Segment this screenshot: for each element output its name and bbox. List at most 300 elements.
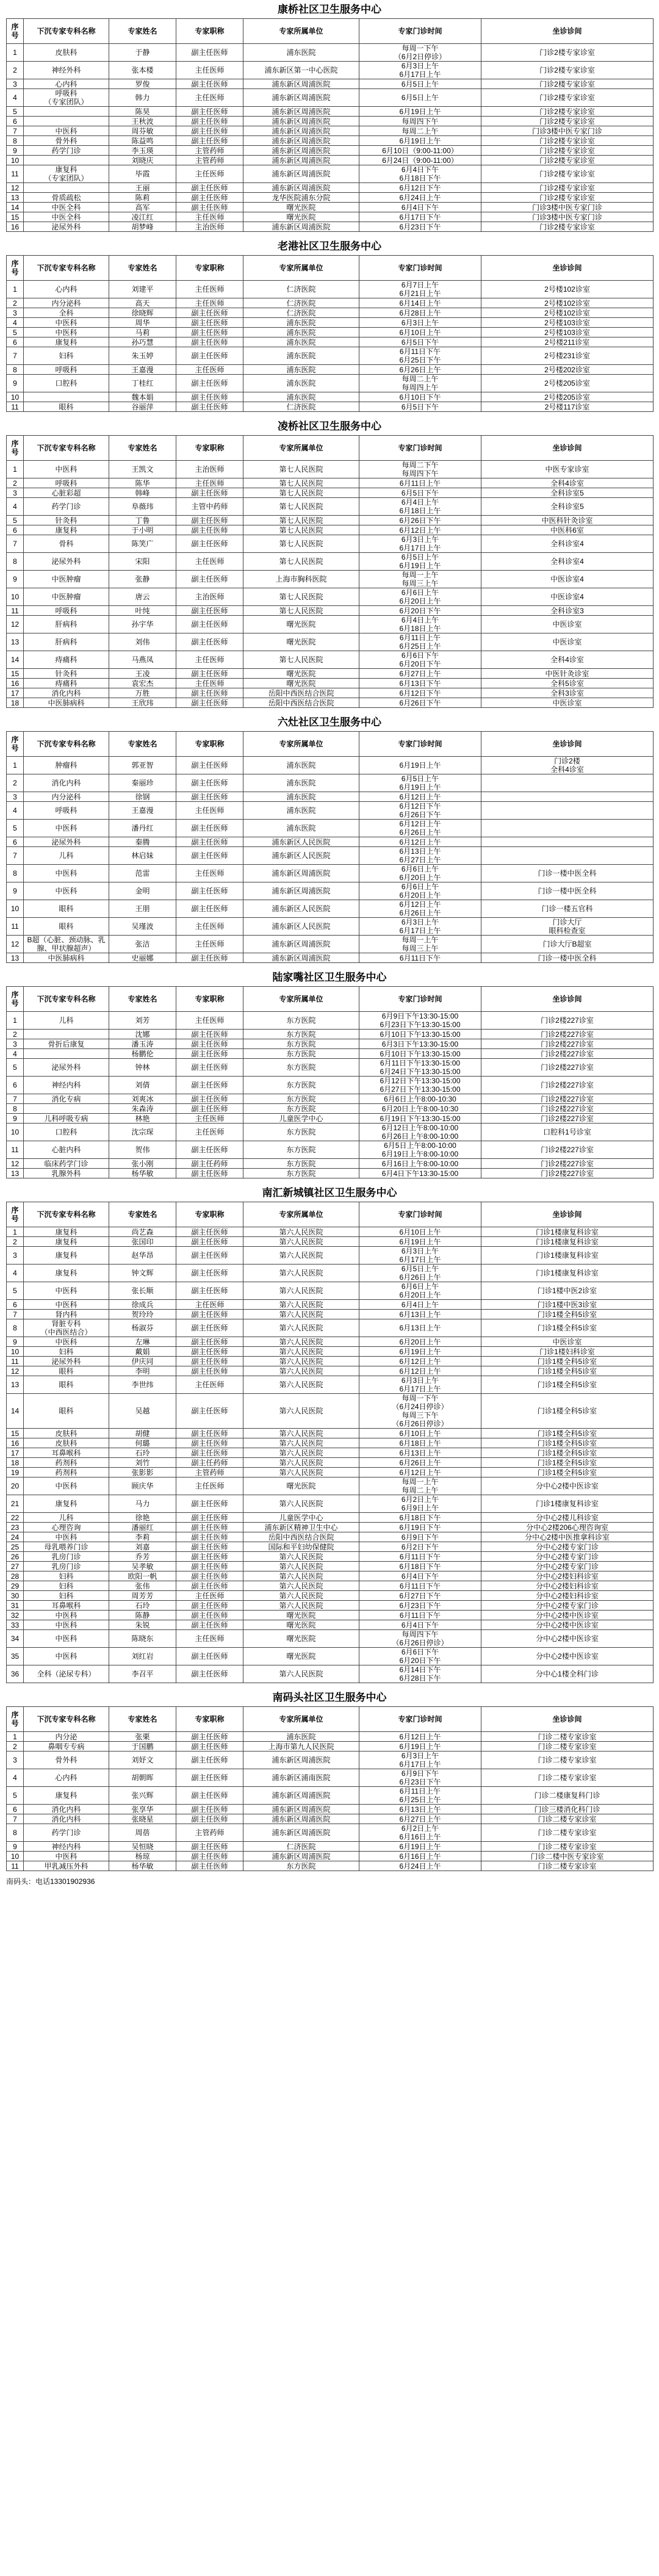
table-cell: 1 — [7, 1227, 24, 1237]
table-cell: 东方医院 — [243, 1030, 359, 1039]
table-cell: 赵华昂 — [109, 1247, 176, 1265]
table-cell: 中医肿瘤 — [24, 571, 109, 588]
table-cell: 陈笑广 — [109, 535, 176, 553]
table-cell: 门诊1楼中医3诊室 — [481, 1300, 654, 1310]
table-cell: 8 — [7, 553, 24, 571]
table-cell: 副主任医师 — [176, 1513, 243, 1523]
table-cell: 每周一下午 （6月24日停诊） 每周三下午 （6月26日停诊） — [359, 1394, 481, 1429]
table-cell: 13 — [7, 193, 24, 203]
table-cell: 叶纯 — [109, 606, 176, 616]
table-cell: 6月4日下午 — [359, 1620, 481, 1630]
table-cell: 2号楼102诊室 — [481, 308, 654, 318]
table-cell: 6月24日上午 — [359, 1861, 481, 1871]
table-cell: 第六人民医院 — [243, 1552, 359, 1562]
table-cell: 郭亚智 — [109, 757, 176, 774]
table-cell: 全科（泌尿专科） — [24, 1665, 109, 1683]
table-cell: 6月19日上午 — [359, 136, 481, 146]
table-cell: 副主任医师 — [176, 79, 243, 89]
table-cell: 眼科 — [24, 402, 109, 412]
table-cell: 康复科 — [24, 1227, 109, 1237]
table-cell: 6月13日上午 — [359, 1310, 481, 1319]
table-cell: 东方医院 — [243, 1094, 359, 1104]
table-cell: 康复科 — [24, 1247, 109, 1265]
table-cell: 主管药师 — [176, 1468, 243, 1477]
table-row — [7, 89, 654, 107]
table-cell: 6月6日上午8:00-10:30 — [359, 1094, 481, 1104]
table-cell: 门诊一楼中医全科 — [481, 953, 654, 963]
table-cell: 6月16日上午 — [359, 1852, 481, 1861]
table-cell: 8 — [7, 865, 24, 882]
table-row — [7, 1376, 654, 1394]
table-cell: 分中心2楼中医诊室 — [481, 1620, 654, 1630]
table-cell: 徐成兵 — [109, 1300, 176, 1310]
table-row — [7, 193, 654, 203]
schedule-document — [6, 0, 653, 1886]
table-cell: 中医肺病科 — [24, 953, 109, 963]
table-cell: 中医科 — [24, 318, 109, 328]
table-cell: 副主任医师 — [176, 1611, 243, 1620]
table-cell: 26 — [7, 1552, 24, 1562]
table-cell: 分中心2楼妇科诊室 — [481, 1581, 654, 1591]
table-row — [7, 1438, 654, 1448]
table-row — [7, 1247, 654, 1265]
table-row — [7, 1059, 654, 1077]
table-cell: 朱森涛 — [109, 1104, 176, 1114]
table-cell: 11 — [7, 1141, 24, 1159]
table-cell: 3 — [7, 488, 24, 498]
table-cell: 分中心2楼中医诊室 — [481, 1630, 654, 1648]
table-cell: 门诊3楼中医专家门诊 — [481, 203, 654, 212]
table-cell: 刘嘉 — [109, 1542, 176, 1552]
table-cell: 门诊1楼全科5诊室 — [481, 1394, 654, 1429]
table-cell: 主任医师 — [176, 1012, 243, 1030]
table-cell: 浦东新区周浦医院 — [243, 1752, 359, 1769]
table-cell: 口腔科 — [24, 375, 109, 392]
table-cell: 2号楼202诊室 — [481, 365, 654, 375]
table-cell: 康复科 — [24, 1495, 109, 1513]
table-cell: 副主任医师 — [176, 107, 243, 117]
table-cell: 浦东新区周浦医院 — [243, 1852, 359, 1861]
table-cell: 6月6日上午 6月20日上午 — [359, 865, 481, 882]
table-cell: 浦东新区周浦医院 — [243, 183, 359, 193]
table-cell: 6月11日下午 — [359, 1611, 481, 1620]
table-row — [7, 882, 654, 900]
table-cell: 6月18日上午 — [359, 1438, 481, 1448]
column-header: 下沉专家专科名称 — [24, 1707, 109, 1732]
table-cell: 副主任药师 — [176, 1159, 243, 1169]
table-cell: 王欣玮 — [109, 698, 176, 708]
table-cell: 浦东医院 — [243, 802, 359, 820]
table-cell: 第六人民医院 — [243, 1562, 359, 1571]
table-row — [7, 1552, 654, 1562]
table-cell: 中医科 — [24, 1282, 109, 1300]
table-cell: 上海市第九人民医院 — [243, 1742, 359, 1752]
table-cell: 心内科 — [24, 79, 109, 89]
table-cell: 副主任医师 — [176, 1732, 243, 1742]
table-row — [7, 212, 654, 222]
table-cell: 曙光医院 — [243, 212, 359, 222]
table-cell: 第六人民医院 — [243, 1347, 359, 1357]
table-cell: 妇科 — [24, 347, 109, 365]
table-cell: 中医专家诊室 — [481, 461, 654, 478]
table-cell: 门诊2楼专家诊室 — [481, 89, 654, 107]
table-cell: 9 — [7, 375, 24, 392]
table-cell: 6月10日下午13:30-15:00 — [359, 1049, 481, 1059]
table-cell: 4 — [7, 1265, 24, 1282]
table-cell: 6月12日下午 6月26日下午 — [359, 802, 481, 820]
table-cell: 消化内科 — [24, 774, 109, 792]
table-row — [7, 1114, 654, 1124]
table-cell: 门诊2楼 全科4诊室 — [481, 757, 654, 774]
table-cell: 20 — [7, 1477, 24, 1495]
table-cell: 6月5日上午 — [359, 79, 481, 89]
table-cell: 6月12日上午 — [359, 1366, 481, 1376]
table-cell: 中医全科 — [24, 203, 109, 212]
table-cell: 中医科 — [24, 1300, 109, 1310]
table-cell: 浦东医院 — [243, 328, 359, 337]
table-cell: 门诊2楼专家诊室 — [481, 165, 654, 183]
table-cell: 东方医院 — [243, 1141, 359, 1159]
table-cell: 浦东新区周浦医院 — [243, 156, 359, 165]
table-row — [7, 1077, 654, 1094]
column-header: 序号 — [7, 732, 24, 757]
table-cell: 6月4日下午 6月18日下午 — [359, 165, 481, 183]
table-cell: 21 — [7, 1495, 24, 1513]
table-cell: 6 — [7, 337, 24, 347]
table-cell — [24, 1049, 109, 1059]
table-row — [7, 606, 654, 616]
table-cell: 眼科 — [24, 1376, 109, 1394]
table-cell: 6月19日上午 — [359, 757, 481, 774]
table-cell: 中医科 — [24, 1611, 109, 1620]
table-cell: 全科 — [24, 308, 109, 318]
table-row — [7, 165, 654, 183]
table-cell: 东方医院 — [243, 1012, 359, 1030]
table-cell: 10 — [7, 900, 24, 918]
table-cell: 6月14日上午 — [359, 298, 481, 308]
table-row — [7, 698, 654, 708]
table-cell: 皮肤科 — [24, 1438, 109, 1448]
table-cell: 副主任医师 — [176, 1104, 243, 1114]
table-cell: 主任医师 — [176, 478, 243, 488]
table-cell: 门诊二楼康复科门诊 — [481, 1787, 654, 1805]
table-cell: 第六人民医院 — [243, 1310, 359, 1319]
table-cell: 吴恒晓 — [109, 1842, 176, 1852]
table-cell: 浦东新区周浦医院 — [243, 1814, 359, 1824]
table-cell: 王凯文 — [109, 461, 176, 478]
table-cell: 门诊2楼专家诊室 — [481, 117, 654, 126]
table-cell: 第七人民医院 — [243, 553, 359, 571]
table-cell: 陈莉 — [109, 193, 176, 203]
table-row — [7, 1495, 654, 1513]
column-header: 专家门诊时间 — [359, 987, 481, 1012]
column-header: 专家所属单位 — [243, 19, 359, 44]
table-cell: 张小刚 — [109, 1159, 176, 1169]
table-cell: 33 — [7, 1620, 24, 1630]
table-cell: 中医科 — [24, 1630, 109, 1648]
column-header: 专家姓名 — [109, 987, 176, 1012]
table-cell: 儿科 — [24, 1513, 109, 1523]
table-cell: 浦东新区周浦医院 — [243, 79, 359, 89]
table-cell: 第六人民医院 — [243, 1227, 359, 1237]
table-cell: 谷丽萍 — [109, 402, 176, 412]
table-cell: 第六人民医院 — [243, 1300, 359, 1310]
table-cell: 康复科 — [24, 337, 109, 347]
table-cell: 副主任医师 — [176, 1842, 243, 1852]
table-cell: 秦丽珍 — [109, 774, 176, 792]
table-cell: 药剂科 — [24, 1458, 109, 1468]
table-cell: 35 — [7, 1648, 24, 1665]
table-cell: 杨琼 — [109, 1852, 176, 1861]
table-cell: 6月17日下午 — [359, 212, 481, 222]
table-cell: 门诊1楼妇科诊室 — [481, 1347, 654, 1357]
table-cell: 6月5日上午 6月19日上午 — [359, 774, 481, 792]
table-row — [7, 1458, 654, 1468]
table-cell: 浦东新区周浦医院 — [243, 89, 359, 107]
table-cell: 16 — [7, 222, 24, 232]
table-cell: 第六人民医院 — [243, 1282, 359, 1300]
table-cell: 6月19日上午 — [359, 107, 481, 117]
table-row — [7, 1805, 654, 1814]
table-cell: 中医肿瘤 — [24, 588, 109, 606]
table-cell: 6月18日下午 — [359, 1562, 481, 1571]
table-cell: 15 — [7, 212, 24, 222]
table-row — [7, 1300, 654, 1310]
table-cell: 副主任医师 — [176, 1030, 243, 1039]
column-header: 专家所属单位 — [243, 1707, 359, 1732]
table-cell: 副主任医师 — [176, 1438, 243, 1448]
table-cell: B超（心脏、颈动脉、乳腺、甲状腺超声） — [24, 936, 109, 953]
table-cell: 副主任医师 — [176, 1852, 243, 1861]
table-cell: 门诊2楼227诊室 — [481, 1077, 654, 1094]
table-cell: 分中心2楼专家门诊 — [481, 1601, 654, 1611]
table-cell: 6月4日上午 — [359, 1300, 481, 1310]
table-cell: 副主任医师 — [176, 1310, 243, 1319]
table-cell: 皮肤科 — [24, 44, 109, 62]
table-cell: 23 — [7, 1523, 24, 1532]
table-cell: 范雷 — [109, 865, 176, 882]
table-cell: 6月11日上午 6月25日上午 — [359, 633, 481, 651]
table-cell: 于国鹏 — [109, 1742, 176, 1752]
table-cell: 6月11日下午 — [359, 1581, 481, 1591]
table-row — [7, 1842, 654, 1852]
table-cell: 吴瑾波 — [109, 918, 176, 936]
table-cell: 1 — [7, 1732, 24, 1742]
table-cell: 门诊一楼五官科 — [481, 900, 654, 918]
table-cell: 杨华敏 — [109, 1861, 176, 1871]
table-cell: 第七人民医院 — [243, 651, 359, 669]
table-cell: 主任医师 — [176, 165, 243, 183]
table-cell: 仁济医院 — [243, 298, 359, 308]
table-cell: 门诊2楼专家诊室 — [481, 156, 654, 165]
table-cell: 浦东新区人民医院 — [243, 900, 359, 918]
table-cell: 6月23日下午 — [359, 1601, 481, 1611]
table-row — [7, 1571, 654, 1581]
table-cell: 神经内科 — [24, 1842, 109, 1852]
table-cell: 朱锐 — [109, 1620, 176, 1630]
table-cell: 2号楼102诊室 — [481, 298, 654, 308]
schedule-table — [6, 986, 654, 1178]
table-cell: 临床药学门诊 — [24, 1159, 109, 1169]
table-cell: 14 — [7, 203, 24, 212]
table-cell: 门诊2楼专家诊室 — [481, 136, 654, 146]
table-cell: 6月2日下午 — [359, 1542, 481, 1552]
column-header: 下沉专家专科名称 — [24, 19, 109, 44]
table-cell: 副主任医师 — [176, 1039, 243, 1049]
table-cell: 妇科 — [24, 1591, 109, 1601]
table-cell: 门诊1楼康复科诊室 — [481, 1495, 654, 1513]
table-cell: 10 — [7, 156, 24, 165]
table-cell — [24, 392, 109, 402]
table-cell: 3 — [7, 79, 24, 89]
table-cell: 6月27日下午 — [359, 1591, 481, 1601]
table-cell: 副主任医师 — [176, 1814, 243, 1824]
table-cell: 刘晓庆 — [109, 156, 176, 165]
table-cell: 中医诊室 — [481, 633, 654, 651]
table-cell: 9 — [7, 1842, 24, 1852]
table-cell: 6月10日下午13:30-15:00 — [359, 1030, 481, 1039]
header-row — [7, 1707, 654, 1732]
table-row — [7, 1591, 654, 1601]
table-cell: 康复科 — [24, 1237, 109, 1247]
table-cell: 副主任医师 — [176, 347, 243, 365]
table-cell: 潘玉涛 — [109, 1039, 176, 1049]
table-cell: 门诊三楼消化科门诊 — [481, 1805, 654, 1814]
column-header: 专家姓名 — [109, 732, 176, 757]
column-header: 专家姓名 — [109, 1707, 176, 1732]
table-cell: 中医科 — [24, 126, 109, 136]
table-cell: 副主任医师 — [176, 1620, 243, 1630]
table-row — [7, 1513, 654, 1523]
table-cell: 门诊1楼全科5诊室 — [481, 1438, 654, 1448]
table-cell: 呼吸科 — [24, 478, 109, 488]
table-cell: 5 — [7, 1787, 24, 1805]
table-cell: 13 — [7, 633, 24, 651]
table-row — [7, 1852, 654, 1861]
table-cell: 浦东医院 — [243, 820, 359, 837]
table-cell: 门诊1楼全科5诊室 — [481, 1366, 654, 1376]
table-cell: 刘建平 — [109, 281, 176, 298]
column-header: 专家姓名 — [109, 1202, 176, 1227]
table-row — [7, 757, 654, 774]
table-cell: 刘红岩 — [109, 1648, 176, 1665]
table-cell: 6月20日上午8:00-10:30 — [359, 1104, 481, 1114]
table-cell: 消化内科 — [24, 1814, 109, 1824]
table-cell: 6月12日上午8:00-10:00 6月26日上午8:00-10:00 — [359, 1124, 481, 1141]
table-cell: 浦东新区第一中心医院 — [243, 62, 359, 79]
table-cell: 16 — [7, 1438, 24, 1448]
table-row — [7, 1310, 654, 1319]
table-cell: 门诊二楼专家诊室 — [481, 1742, 654, 1752]
table-cell: 22 — [7, 1513, 24, 1523]
table-cell — [24, 1030, 109, 1039]
table-cell: 6月12日上午 — [359, 1357, 481, 1366]
table-cell: 皮肤科 — [24, 1429, 109, 1438]
table-cell: 2号楼102诊室 — [481, 281, 654, 298]
table-cell: 4 — [7, 1769, 24, 1787]
table-cell: 6月9日下午 6月23日下午 — [359, 1769, 481, 1787]
table-cell: 副主任医师 — [176, 318, 243, 328]
table-cell: 门诊二楼专家诊室 — [481, 1861, 654, 1871]
table-cell: 6月26日下午 — [359, 516, 481, 525]
table-cell: 分中心2楼206心理咨询室 — [481, 1523, 654, 1532]
table-cell: 张伟 — [109, 1581, 176, 1591]
table-cell: 徐晓辉 — [109, 308, 176, 318]
table-cell: 副主任医师 — [176, 1282, 243, 1300]
table-row — [7, 1611, 654, 1620]
table-cell: 6月4日上午 6月18日上午 — [359, 616, 481, 633]
table-cell: 主治医师 — [176, 461, 243, 478]
table-cell: 刘倩 — [109, 1077, 176, 1094]
table-cell: 副主任医师 — [176, 1265, 243, 1282]
table-cell: 门诊二楼专家诊室 — [481, 1842, 654, 1852]
table-cell: 14 — [7, 651, 24, 669]
table-cell: 康复科 — [24, 1265, 109, 1282]
table-cell: 第六人民医院 — [243, 1337, 359, 1347]
table-row — [7, 1169, 654, 1178]
table-cell: 副主任医师 — [176, 1077, 243, 1094]
table-cell: 周蓓 — [109, 1824, 176, 1842]
table-cell: 泌尿外科 — [24, 837, 109, 847]
table-cell: 中医科6室 — [481, 525, 654, 535]
table-cell: 副主任医师 — [176, 1648, 243, 1665]
table-cell: 副主任医师 — [176, 1169, 243, 1178]
table-cell: 6月27日上午 — [359, 1814, 481, 1824]
table-cell: 12 — [7, 616, 24, 633]
column-header: 专家职称 — [176, 1707, 243, 1732]
table-cell: 副主任医师 — [176, 1787, 243, 1805]
table-cell: 10 — [7, 1852, 24, 1861]
table-cell: 东方医院 — [243, 1104, 359, 1114]
column-header: 专家职称 — [176, 436, 243, 461]
column-header: 专家门诊时间 — [359, 1202, 481, 1227]
table-cell: 6月19日上午 — [359, 1842, 481, 1852]
table-row — [7, 1094, 654, 1104]
table-row — [7, 156, 654, 165]
table-row — [7, 802, 654, 820]
table-cell: 门诊2楼227诊室 — [481, 1030, 654, 1039]
column-header: 专家职称 — [176, 987, 243, 1012]
table-cell: 中医科 — [24, 1477, 109, 1495]
table-cell: 心理咨询 — [24, 1523, 109, 1532]
section-title: 康桥社区卫生服务中心 — [278, 4, 381, 15]
table-cell: 6 — [7, 1077, 24, 1094]
table-cell: 陈晓东 — [109, 1630, 176, 1648]
table-cell: 全科诊室5 — [481, 498, 654, 516]
table-cell: 浦东新区周浦医院 — [243, 146, 359, 156]
table-cell: 石玲 — [109, 1448, 176, 1458]
table-cell: 门诊3楼中医专家门诊 — [481, 212, 654, 222]
table-cell: 康复科 （专家团队） — [24, 165, 109, 183]
table-cell: 每周一上午 每周三上午 — [359, 571, 481, 588]
table-cell: 6月3日上午 6月17日上午 — [359, 1376, 481, 1394]
table-cell: 呼吸科 — [24, 606, 109, 616]
table-cell: 3 — [7, 308, 24, 318]
table-cell: 门诊2楼227诊室 — [481, 1141, 654, 1159]
table-cell: 副主任医师 — [176, 669, 243, 679]
table-cell: 6月4日下午13:30-15:00 — [359, 1169, 481, 1178]
table-row — [7, 392, 654, 402]
table-cell: 马燕凤 — [109, 651, 176, 669]
table-cell: 7 — [7, 1094, 24, 1104]
table-cell: 曙光医院 — [243, 1620, 359, 1630]
table-cell: 副主任医师 — [176, 774, 243, 792]
table-cell: 10 — [7, 1124, 24, 1141]
table-cell: 门诊1楼中医2诊室 — [481, 1282, 654, 1300]
table-cell: 门诊2楼227诊室 — [481, 1094, 654, 1104]
table-cell: 中医诊室4 — [481, 571, 654, 588]
table-cell — [481, 802, 654, 820]
